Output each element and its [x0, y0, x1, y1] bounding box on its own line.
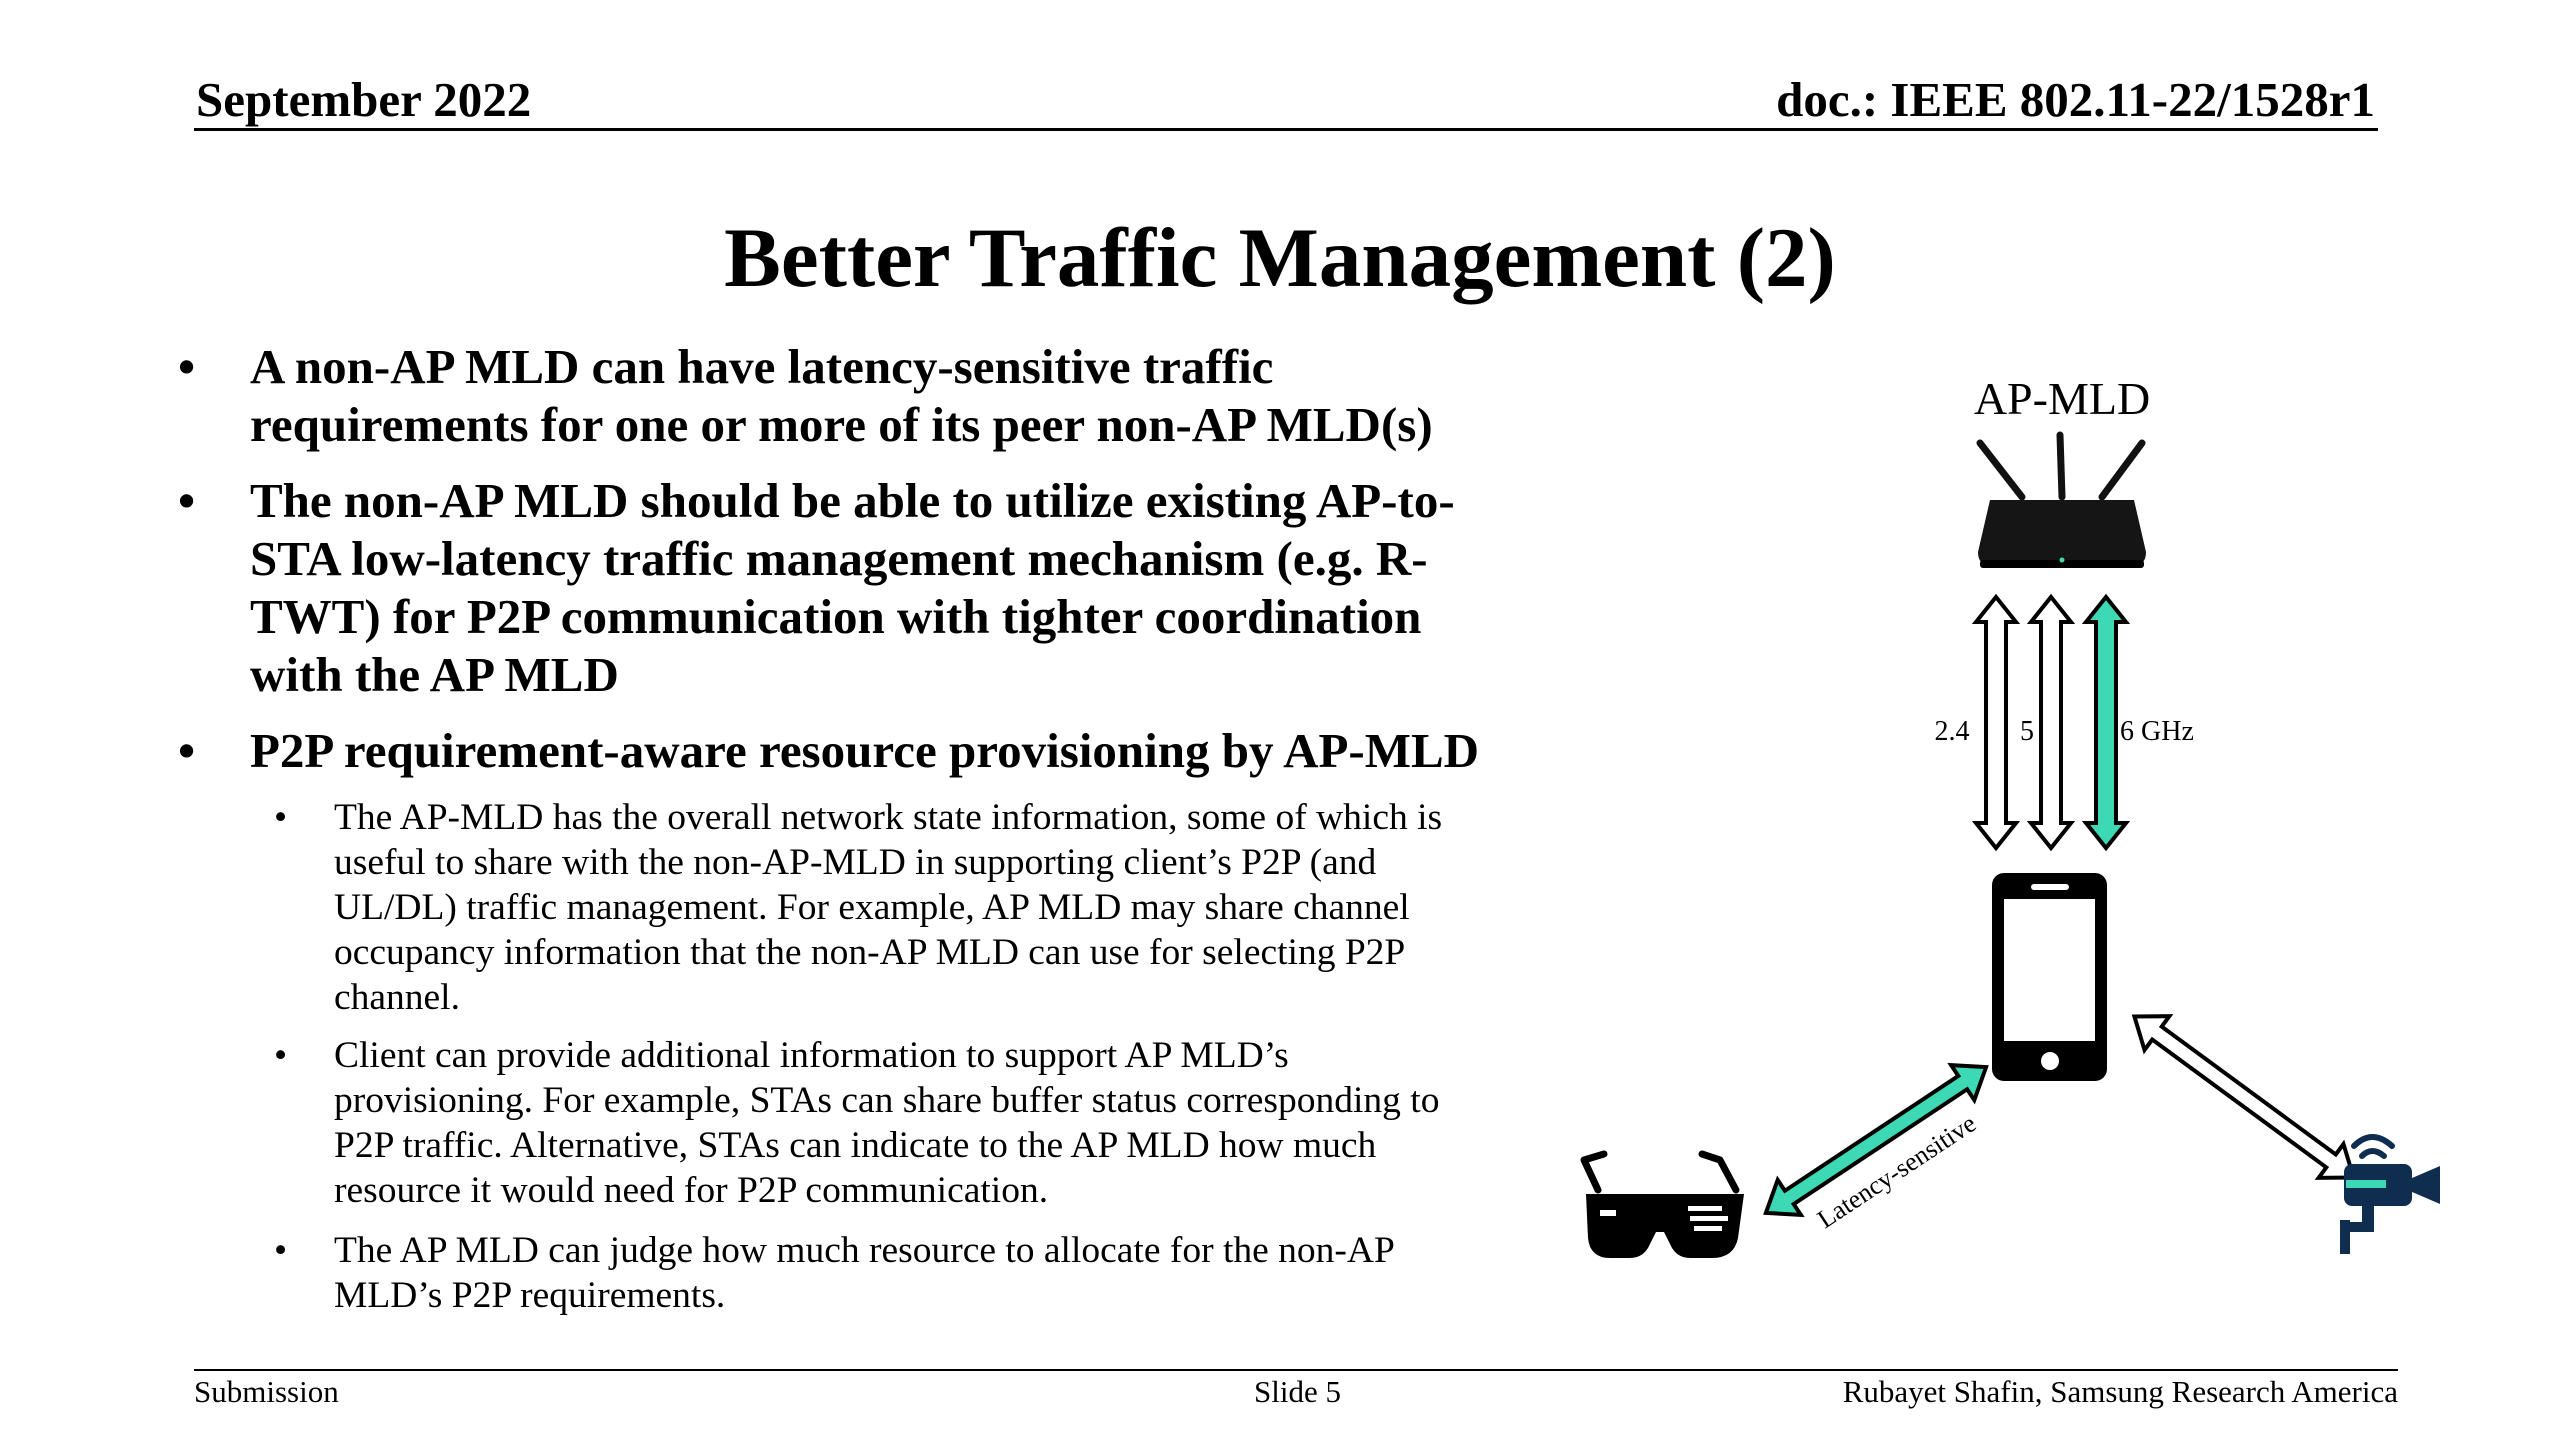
bullet-line: provisioning. For example, STAs can share buffer status corresponding to: [334, 1080, 1440, 1121]
bullet-line: Client can provide additional information to support AP MLD’s: [334, 1035, 1289, 1076]
bullet-line: STA low-latency traffic management mechanism (e.g. R-: [250, 531, 1428, 586]
bullet-line: requirements for one or more of its peer non-AP MLD(s): [250, 397, 1433, 452]
band-5-arrow: [2031, 597, 2071, 848]
bullet-dot: •: [274, 797, 288, 838]
bullet-line: UL/DL) traffic management. For example, AP MLD may share channel: [334, 887, 1410, 928]
bullet-line: The non-AP MLD should be able to utilize existing AP-to-: [250, 473, 1455, 528]
footer-author: Rubayet Shafin, Samsung Research America: [1842, 1374, 2398, 1409]
bullet-line: useful to share with the non-AP-MLD in supporting client’s P2P (and: [334, 842, 1377, 883]
router-icon: [1978, 435, 2146, 568]
header-doc-id: doc.: IEEE 802.11-22/1528r1: [1776, 72, 2375, 127]
bullet-line: P2P requirement-aware resource provisioning by AP-MLD: [250, 723, 1480, 778]
bullet-dot: •: [178, 473, 196, 528]
camera-link-arrow: [2122, 1000, 2366, 1195]
bullet-dot: •: [178, 723, 196, 778]
bullet-dot: •: [178, 339, 196, 394]
vr-glasses-icon: [1584, 1154, 1744, 1258]
bullet-line: A non-AP MLD can have latency-sensitive traffic: [250, 339, 1274, 394]
bullet-line: resource it would need for P2P communication.: [334, 1170, 1049, 1211]
header-date: September 2022: [196, 72, 532, 127]
band-label-5: 5: [2020, 716, 2034, 747]
latency-sensitive-label: Latency-sensitive: [1812, 1108, 1982, 1234]
bullet-line: MLD’s P2P requirements.: [334, 1275, 726, 1316]
bullet-line: The AP-MLD has the overall network state information, some of which is: [334, 797, 1443, 838]
bullet-line: occupancy information that the non-AP MLD can use for selecting P2P: [334, 932, 1406, 973]
footer-submission: Submission: [194, 1374, 339, 1409]
camera-icon: [2340, 1137, 2440, 1254]
band-24-arrow: [1976, 597, 2016, 848]
footer-divider: [194, 1369, 2398, 1371]
band-label-24: 2.4: [1934, 716, 1970, 747]
bullet-line: TWT) for P2P communication with tighter coordination: [250, 589, 1422, 644]
bullet-line: P2P traffic. Alternative, STAs can indicate to the AP MLD how much: [334, 1125, 1377, 1166]
bullet-line: The AP MLD can judge how much resource to allocate for the non-AP: [334, 1230, 1395, 1271]
slide-title: Better Traffic Management (2): [724, 211, 1836, 305]
bullet-dot: •: [274, 1230, 288, 1271]
latency-sensitive-arrow: [1754, 1050, 2014, 1257]
band-label-6ghz: 6 GHz: [2120, 716, 2194, 747]
ap-mld-label: AP-MLD: [1973, 373, 2151, 424]
bullet-line: with the AP MLD: [250, 647, 619, 702]
bullet-dot: •: [274, 1035, 288, 1076]
footer-slide-number: Slide 5: [1254, 1374, 1341, 1409]
bullet-line: channel.: [334, 977, 460, 1018]
smartphone-icon: [1992, 873, 2107, 1081]
